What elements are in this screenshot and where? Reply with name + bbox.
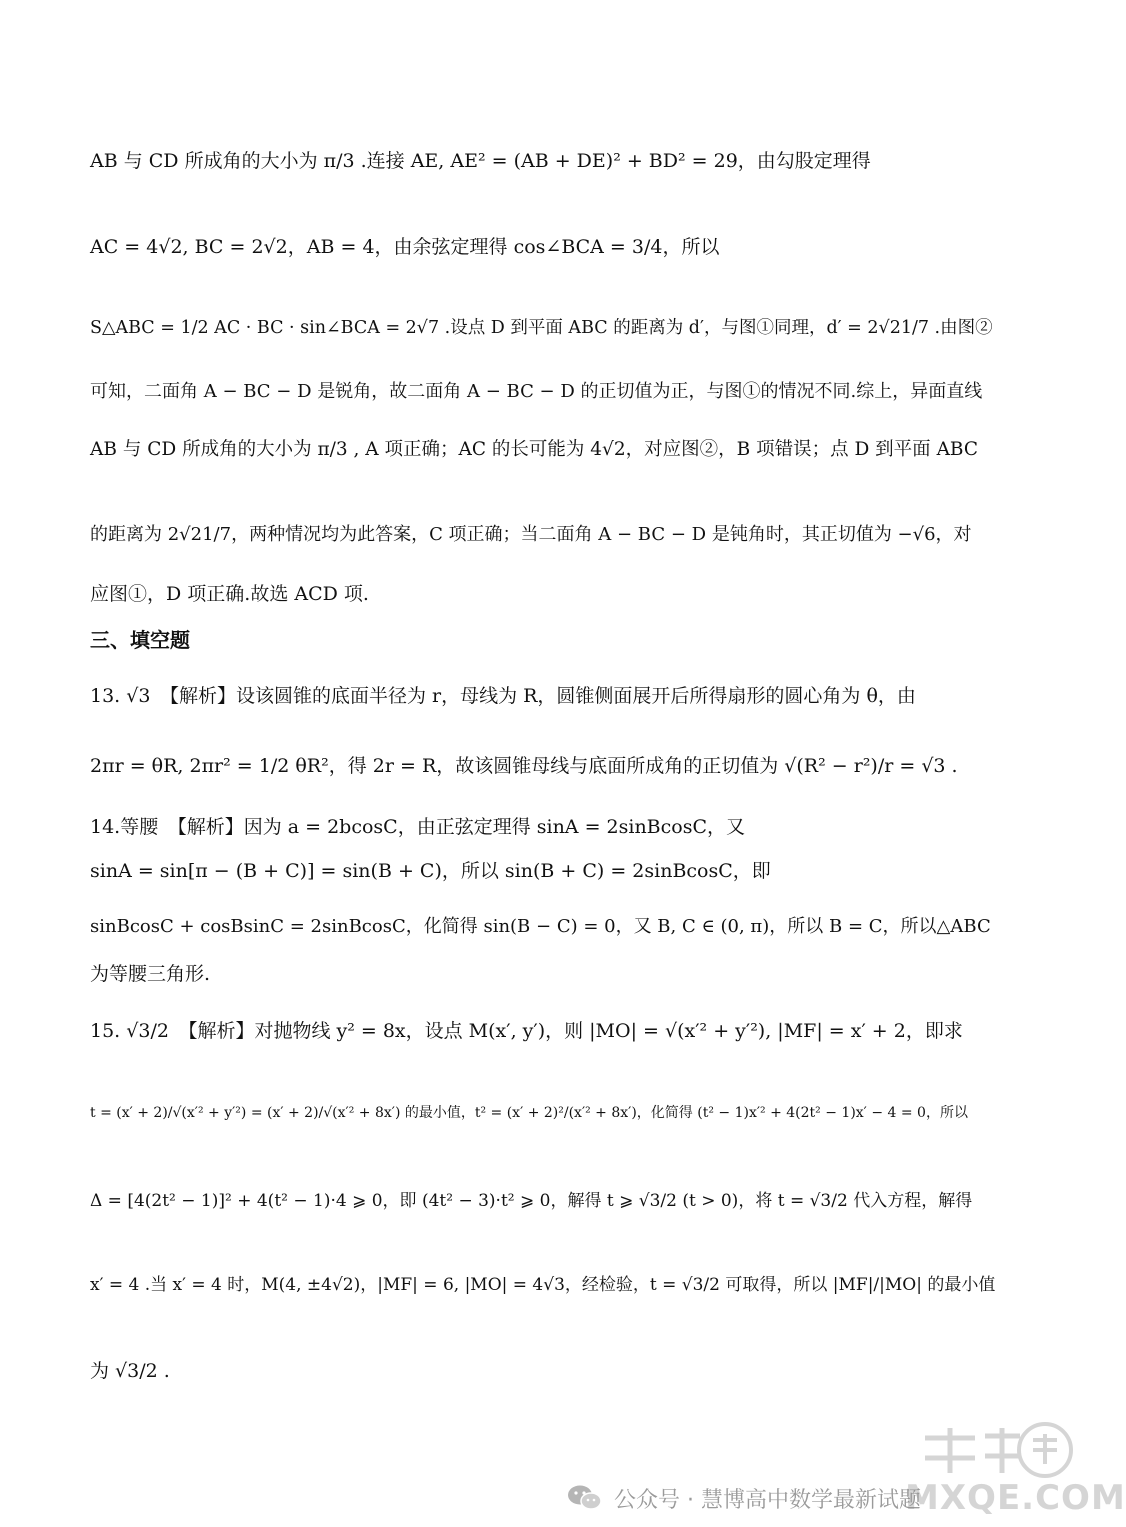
text-line-13: 为等腰三角形. bbox=[90, 963, 211, 985]
watermark-text: 公众号 · 慧博高中数学最新试题 bbox=[614, 1487, 921, 1513]
section-heading: 三、填空题 bbox=[90, 628, 190, 652]
text-line-9: 2πr = θR, 2πr² = 1/2 θR²，得 2r = R，故该圆锥母线与底面所成角的正切值为 √(R² − r²)/r = √3 . bbox=[90, 755, 958, 777]
text-line-3: S△ABC = 1/2 AC · BC · sin∠BCA = 2√7 .设点 D 到平面 ABC 的距离为 d′，与图①同理，d′ = 2√21/7 .由图② bbox=[90, 318, 993, 338]
text-line-6: 的距离为 2√21/7，两种情况均为此答案，C 项正确；当二面角 A − BC − D 是钝角时，其正切值为 −√6，对 bbox=[90, 524, 972, 545]
text-line-4: 可知，二面角 A − BC − D 是锐角，故二面角 A − BC − D 的正切值为正，与图①的情况不同.综上，异面直线 bbox=[90, 381, 983, 402]
text-line-15: t = (x′ + 2)/√(x′² + y′²) = (x′ + 2)/√(x′² + 8x′) 的最小值，t² = (x′ + 2)²/(x′² + 8x′)，化简得 (t² − 1)x′² + 4(2t² − 1)x′ − 4 = 0，所以 bbox=[90, 1105, 968, 1121]
answer-stamp-logo bbox=[905, 1418, 1126, 1522]
text-line-16: Δ = [4(2t² − 1)]² + 4(t² − 1)·4 ⩾ 0，即 (4t² − 3)·t² ⩾ 0，解得 t ⩾ √3/2 (t > 0)，将 t = √3/2 代入方程，解得 bbox=[90, 1191, 973, 1211]
text-line-8: 13. √3 【解析】设该圆锥的底面半径为 r，母线为 R，圆锥侧面展开后所得扇形的圆心角为 θ，由 bbox=[90, 685, 916, 707]
text-line-5: AB 与 CD 所成角的大小为 π/3 , A 项正确；AC 的长可能为 4√2，对应图②，B 项错误；点 D 到平面 ABC bbox=[90, 439, 979, 460]
text-line-10: 14.等腰 【解析】因为 a = 2bcosC，由正弦定理得 sinA = 2sinBcosC，又 bbox=[90, 816, 746, 838]
text-line-7: 应图①，D 项正确.故选 ACD 项. bbox=[90, 583, 369, 605]
wechat-icon bbox=[566, 1483, 604, 1513]
text-line-14: 15. √3/2 【解析】对抛物线 y² = 8x，设点 M(x′, y′)，则 |MO| = √(x′² + y′²), |MF| = x′ + 2，即求 bbox=[90, 1020, 963, 1042]
text-line-12: sinBcosC + cosBsinC = 2sinBcosC，化简得 sin(B − C) = 0，又 B, C ∈ (0, π)，所以 B = C，所以△ABC bbox=[90, 916, 991, 937]
text-line-17: x′ = 4 .当 x′ = 4 时，M(4, ±4√2)，|MF| = 6, |MO| = 4√3，经检验，t = √3/2 可取得，所以 |MF|/|MO| 的最小值 bbox=[90, 1275, 996, 1295]
text-line-11: sinA = sin[π − (B + C)] = sin(B + C)，所以 sin(B + C) = 2sinBcosC，即 bbox=[90, 860, 771, 882]
stamp-text: MXQE.COM bbox=[905, 1478, 1126, 1518]
text-line-18: 为 √3/2 . bbox=[90, 1360, 170, 1382]
text-line-2: AC = 4√2, BC = 2√2，AB = 4，由余弦定理得 cos∠BCA = 3/4，所以 bbox=[90, 236, 720, 258]
text-line-1: AB 与 CD 所成角的大小为 π/3 .连接 AE, AE² = (AB + DE)² + BD² = 29，由勾股定理得 bbox=[90, 150, 871, 172]
